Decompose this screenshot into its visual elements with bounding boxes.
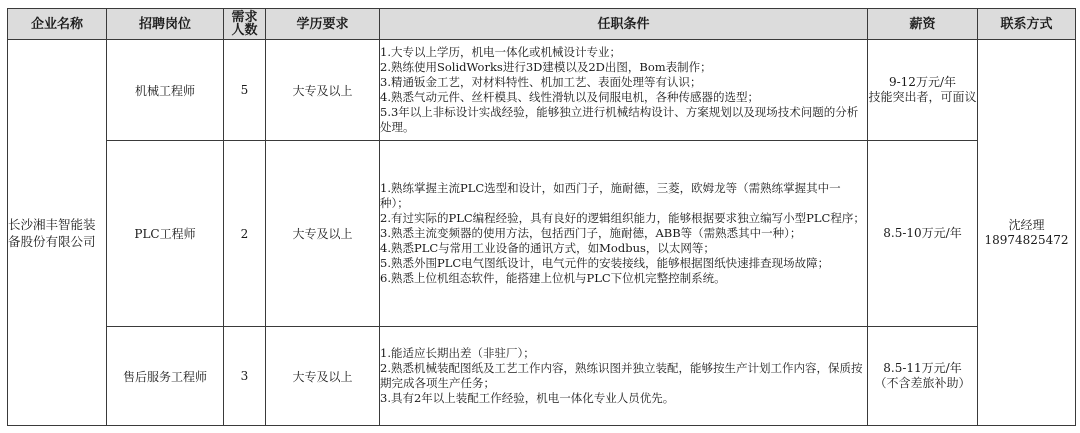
header-headcount-line1: 需求 (231, 10, 258, 25)
salary-line: 8.5-10万元/年 (883, 226, 962, 240)
header-salary: 薪资 (868, 9, 978, 40)
contact-cell (978, 40, 1076, 426)
salary-line: （不含差旅补助） (874, 376, 971, 390)
position-cell: PLC工程师 (107, 141, 224, 327)
position-cell: 机械工程师 (107, 40, 224, 141)
position-cell: 售后服务工程师 (107, 327, 224, 426)
header-education: 学历要求 (266, 9, 380, 40)
requirement-line: 5.3年以上非标设计实战经验，能够独立进行机械结构设计、方案规划以及现场技术问题的分析处理。 (380, 105, 859, 134)
education-cell: 大专及以上 (266, 40, 380, 141)
table-row (8, 40, 1076, 141)
header-headcount-line2: 人数 (231, 23, 258, 38)
requirement-line: 1.熟练掌握主流PLC选型和设计，如西门子，施耐德，三菱，欧姆龙等（需熟练掌握其中一种）； (380, 181, 841, 210)
requirement-line: 2.有过实际的PLC编程经验，具有良好的逻辑组织能力，能够根据要求独立编写小型PLC程序； (380, 211, 865, 225)
header-position: 招聘岗位 (107, 9, 224, 40)
requirements-cell (380, 327, 868, 426)
requirement-line: 2.熟悉机械装配图纸及工艺工作内容，熟练识图并独立装配，能够按生产计划工作内容，保质按期完成各项生产任务； (380, 361, 863, 390)
education-cell: 大专及以上 (266, 327, 380, 426)
salary-line: 8.5-11万元/年 (883, 361, 962, 375)
salary-cell (868, 141, 978, 327)
requirement-line: 4.熟悉气动元件、丝杆模具、线性滑轨以及伺服电机，各种传感器的选型； (380, 90, 759, 104)
contact-name: 沈经理 (1008, 217, 1045, 232)
requirement-line: 3.熟悉主流变频器的使用方法，包括西门子，施耐德，ABB等（需熟悉其中一种）； (380, 226, 802, 240)
requirement-line: 3.具有2年以上装配工作经验，机电一体化专业人员优先。 (380, 391, 675, 405)
requirement-line: 5.熟悉外围PLC电气图纸设计，电气元件的安装接线，能够根据图纸快速排查现场故障； (380, 256, 830, 270)
requirement-line: 2.熟练使用SolidWorks进行3D建模以及2D出图，Bom表制作； (380, 60, 712, 74)
table-row (8, 141, 1076, 327)
table-row (8, 327, 1076, 426)
header-company: 企业名称 (8, 9, 107, 40)
salary-cell (868, 327, 978, 426)
headcount-cell: 2 (224, 141, 266, 327)
salary-cell (868, 40, 978, 141)
requirement-line: 1.大专以上学历，机电一体化或机械设计专业； (380, 45, 621, 59)
requirements-cell (380, 40, 868, 141)
requirements-cell (380, 141, 868, 327)
education-cell: 大专及以上 (266, 141, 380, 327)
header-headcount (224, 9, 266, 40)
header-requirements: 任职条件 (380, 9, 868, 40)
salary-line: 9-12万元/年 (888, 75, 956, 89)
requirement-line: 3.精通钣金工艺，对材料特性、机加工艺、表面处理等有认识； (380, 75, 702, 89)
salary-line: 技能突出者，可面议 (868, 90, 977, 104)
recruitment-table (7, 8, 1076, 426)
company-name: 长沙湘丰智能装备股份有限公司 (8, 40, 107, 426)
headcount-cell: 5 (224, 40, 266, 141)
header-contact: 联系方式 (978, 9, 1076, 40)
requirement-line: 4.熟悉PLC与常用工业设备的通讯方式，如Modbus，以太网等； (380, 241, 715, 255)
headcount-cell: 3 (224, 327, 266, 426)
header-row (8, 9, 1076, 40)
contact-phone: 18974825472 (984, 232, 1069, 247)
requirement-line: 1.能适应长期出差（非驻厂）； (380, 346, 535, 360)
requirement-line: 6.熟悉上位机组态软件，能搭建上位机与PLC下位机完整控制系统。 (380, 271, 726, 285)
